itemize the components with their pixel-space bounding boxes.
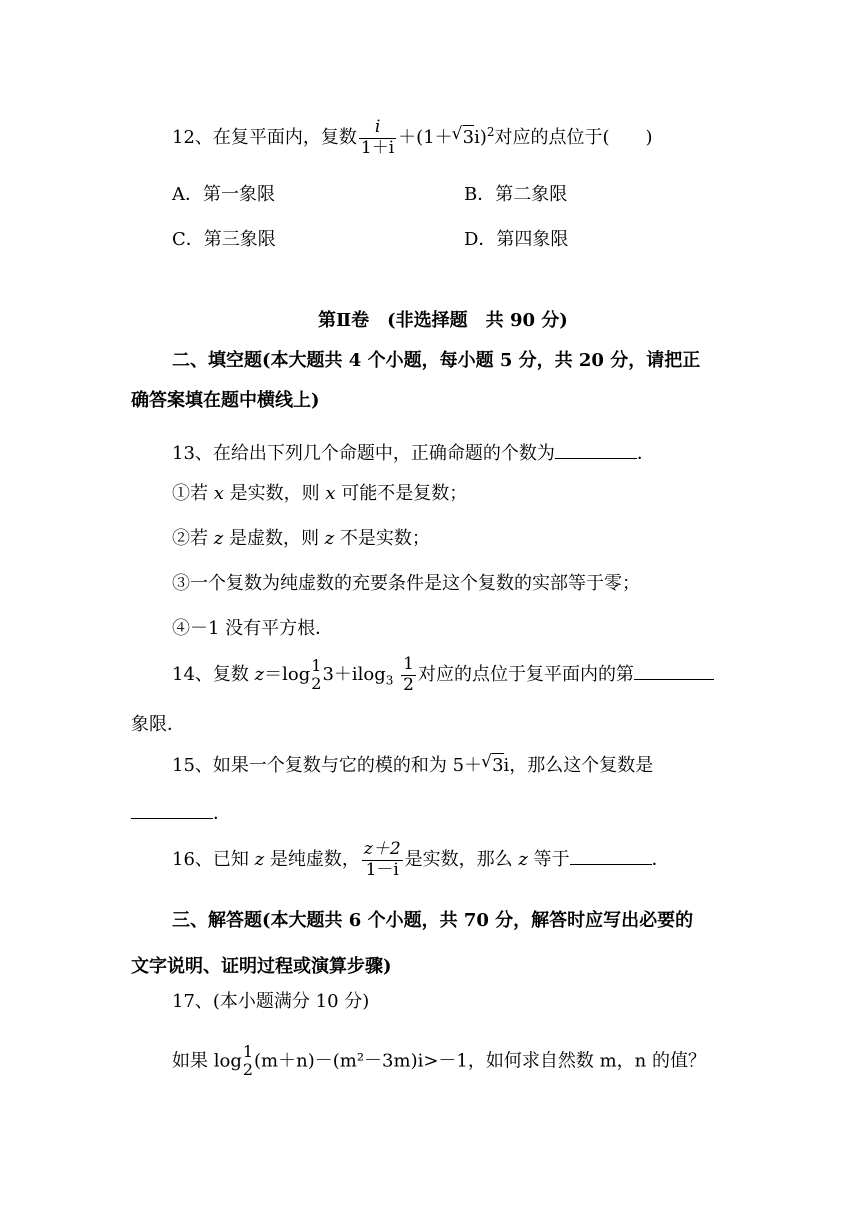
q16-mid: 是纯虚数， [264,849,360,871]
q16-prefix: 16、已知 [172,849,255,871]
q14-frac2-numerator: 1 [403,654,414,674]
question-17 [172,1043,706,1080]
q16-after-2: 等于 [527,849,570,871]
q13-item1-var-1: x [213,483,224,504]
question-12 [172,118,653,158]
q13-item1-a: ①若 [172,483,214,504]
part-3-heading-line-1: 三、解答题(本大题共 6 个小题，共 70 分，解答时应写出必要的 [172,910,694,931]
q12-sqrt-arg: 3 [462,127,475,149]
q14-frac2-denominator: 2 [403,674,414,695]
q14-frac1-numerator: 1 [311,655,322,675]
q16-fraction [362,840,403,880]
q12-option-b: B．第二象限 [464,184,568,205]
q12-after-sqrt: i) [474,127,487,149]
part-2-heading-line-1: 二、填空题(本大题共 4 个小题，每小题 5 分，共 20 分，请把正 [172,350,701,371]
q12-prefix: 12、在复平面内，复数 [172,127,357,149]
q12-exponent: 2 [486,125,495,140]
question-15 [172,757,653,775]
q13-item2-var-2: z [324,528,335,549]
part-3-heading-line-2: 文字说明、证明过程或演算步骤) [131,956,392,977]
q13-item-4: ④－1 没有平方根． [172,618,334,639]
q16-frac-numerator: z＋2 [363,839,401,859]
q12-frac-numerator: i [374,117,381,137]
q13-item2-b: 是虚数，则 [223,528,325,549]
q15-line-2 [131,800,231,823]
q14-fraction-2 [401,655,416,695]
q12-mid: ＋(1＋ [398,127,453,149]
q14-prefix: 14、复数 [172,664,255,686]
q17-frac-numerator: 1 [242,1042,254,1061]
q13-end: ． [636,443,655,464]
question-16 [172,840,670,880]
q15-end: ． [213,803,231,824]
q12-option-d: D．第四象限 [464,229,569,250]
section-2-title: 第Ⅱ卷 (非选择题 共 90 分) [318,310,568,331]
q16-answer-blank [570,846,652,865]
q13-item-3: ③一个复数为纯虚数的充要条件是这个复数的实部等于零； [172,573,640,594]
q14-subscript: 3 [385,673,394,688]
q12-frac-denominator: 1＋i [360,137,395,158]
q14-suffix: 对应的点位于复平面内的第 [417,664,634,686]
q16-var: z [254,849,265,871]
q13-item1-c: 可能不是复数； [335,483,468,504]
q13-item2-var-1: z [213,528,224,549]
q12-option-a: A．第一象限 [172,184,275,205]
q13-item1-var-2: x [325,483,336,504]
q15-sqrt [482,757,503,775]
q14-line-2: 象限． [131,714,185,735]
q15-sqrt-arg: 3 [492,755,504,776]
q15-prefix: 15、如果一个复数与它的模的和为 5＋ [172,755,483,776]
q14-eq: ＝log [264,664,311,686]
q13-stem: 13、在给出下列几个命题中，正确命题的个数为 [172,443,555,464]
q17-expression: (m＋n)－(m²－3m)i>－1，如何求自然数 m，n 的值？ [254,1050,706,1072]
q17-title: 17、(本小题满分 10 分) [172,991,370,1012]
q13-answer-blank [555,440,637,459]
question-14 [172,655,714,695]
q13-item1-b: 是实数，则 [223,483,326,504]
q16-frac-denominator: 1－i [362,860,403,881]
q13-item2-c: 不是实数； [334,528,430,549]
q16-after: 是实数，那么 [404,849,519,871]
q12-sqrt [453,129,474,147]
q16-var-2: z [518,849,528,871]
q13-item-2 [172,530,430,548]
q12-suffix: 对应的点位于( ) [494,127,653,149]
q14-var: z [254,664,265,686]
q15-suffix: i，那么这个复数是 [503,755,654,776]
question-13 [172,440,655,463]
q13-item2-a: ②若 [172,528,214,549]
q17-prefix: 如果 log [172,1050,242,1072]
q14-mid: 3＋ilog [322,664,386,686]
q17-frac-denominator: 2 [242,1060,254,1080]
q12-fraction [359,118,396,158]
q13-item-1 [172,485,467,503]
q16-end: ． [651,849,670,871]
part-2-heading-line-2: 确答案填在题中横线上) [131,390,320,411]
q14-fraction-1 [311,657,321,694]
q14-frac1-denominator: 2 [311,674,322,694]
q17-fraction [243,1043,253,1080]
q12-option-c: C．第三象限 [172,229,276,250]
q14-answer-blank [634,661,714,680]
q15-answer-blank [131,800,213,819]
